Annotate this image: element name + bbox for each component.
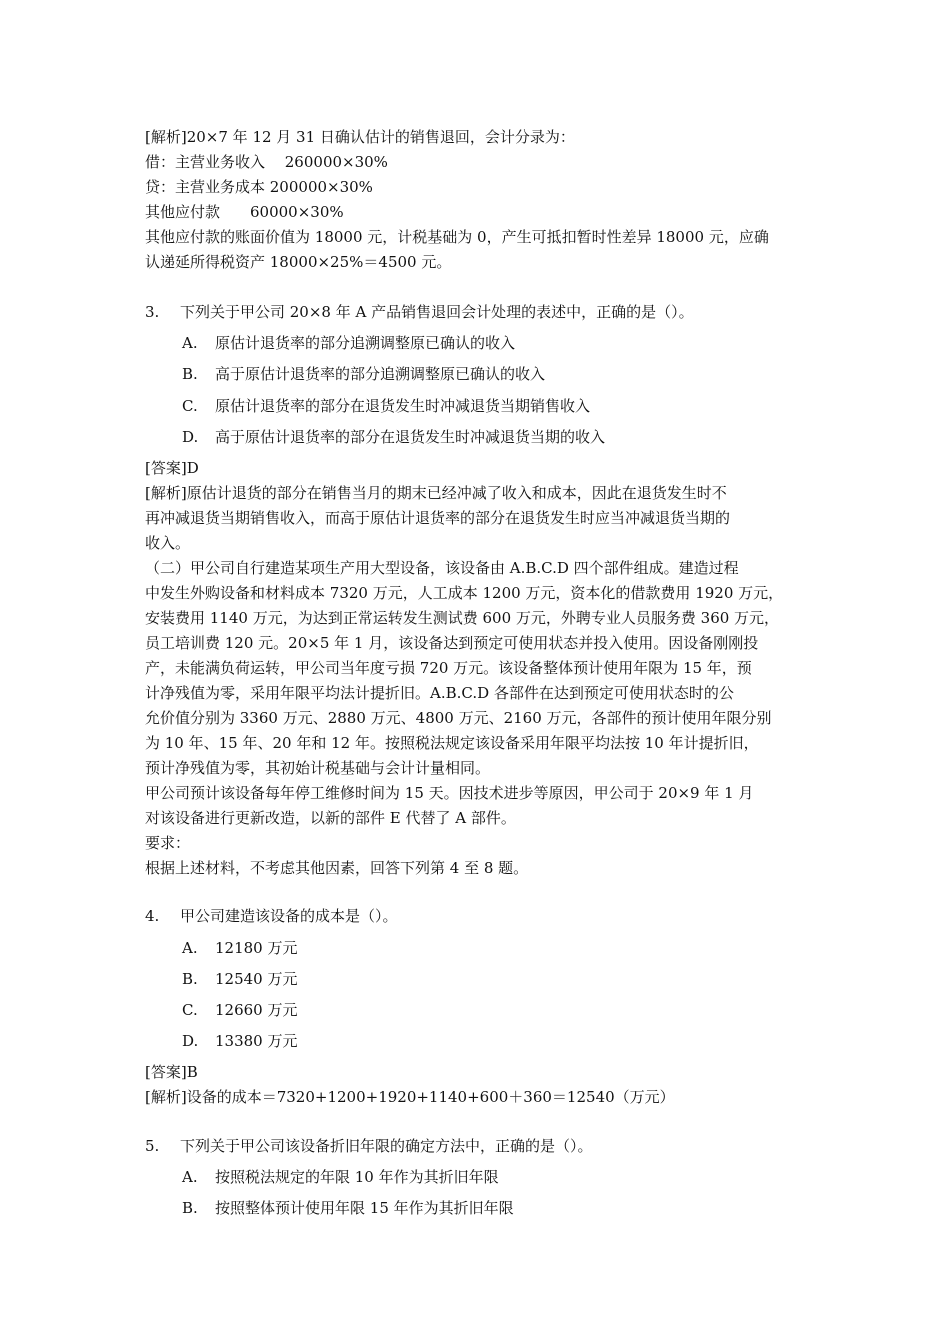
requirement-heading: 要求： <box>145 834 191 852</box>
option-letter: A. <box>182 939 198 957</box>
case-paragraph-line: 为 10 年、15 年、20 年和 12 年。按照税法规定该设备采用年限平均法按 10 年计提折旧， <box>145 734 759 752</box>
option-text: 12540 万元 <box>215 970 298 988</box>
option-letter: B. <box>182 970 198 988</box>
case-paragraph-line: 预计净残值为零，其初始计税基础与会计计量相同。 <box>145 759 491 777</box>
analysis-line: [解析]设备的成本＝7320+1200+1920+1140+600＋360＝12540（万元） <box>145 1088 675 1106</box>
option-text: 原估计退货率的部分在退货发生时冲减退货当期销售收入 <box>215 397 591 415</box>
option-letter: C. <box>182 1001 198 1019</box>
option-text: 按照税法规定的年限 10 年作为其折旧年限 <box>215 1168 499 1186</box>
option-letter: A. <box>182 334 198 352</box>
question-number: 5. <box>145 1137 160 1155</box>
option-text: 12180 万元 <box>215 939 298 957</box>
option-letter: D. <box>182 1032 199 1050</box>
journal-credit-line: 其他应付款 60000×30% <box>145 203 344 221</box>
case-paragraph-line: 产，未能满负荷运转，甲公司当年度亏损 720 万元。该设备整体预计使用年限为 15 年，预 <box>145 659 752 677</box>
case-paragraph-line: 甲公司预计该设备每年停工维修时间为 15 天。因技术进步等原因，甲公司于 20×9 年 1 月 <box>145 784 754 802</box>
case-paragraph-line: 对该设备进行更新改造，以新的部件 E 代替了 A 部件。 <box>145 809 516 827</box>
answer-line: [答案]D <box>145 459 199 477</box>
case-paragraph-line: 员工培训费 120 元。20×5 年 1 月，该设备达到预定可使用状态并投入使用。因设备刚刚投 <box>145 634 759 652</box>
option-text: 高于原估计退货率的部分在退货发生时冲减退货当期的收入 <box>215 428 606 446</box>
option-text: 按照整体预计使用年限 15 年作为其折旧年限 <box>215 1199 514 1217</box>
journal-debit-line: 借：主营业务收入 260000×30% <box>145 153 388 171</box>
case-paragraph-line: 安装费用 1140 万元，为达到正常运转发生测试费 600 万元，外聘专业人员服务费 360 万元， <box>145 609 780 627</box>
analysis-line: [解析]原估计退货的部分在销售当月的期末已经冲减了收入和成本，因此在退货发生时不 <box>145 484 727 502</box>
requirement-text: 根据上述材料，不考虑其他因素，回答下列第 4 至 8 题。 <box>145 859 529 877</box>
option-text: 12660 万元 <box>215 1001 298 1019</box>
case-paragraph-line: 中发生外购设备和材料成本 7320 万元，人工成本 1200 万元，资本化的借款费用 1920 万元， <box>145 584 784 602</box>
question-number: 3. <box>145 303 160 321</box>
question-number: 4. <box>145 907 160 925</box>
option-letter: B. <box>182 1199 198 1217</box>
question-text: 下列关于甲公司该设备折旧年限的确定方法中，正确的是（）。 <box>180 1137 593 1155</box>
case-paragraph-line: 计净残值为零，采用年限平均法计提折旧。A.B.C.D 各部件在达到预定可使用状态时的公 <box>145 684 734 702</box>
option-letter: D. <box>182 428 199 446</box>
case-paragraph-line: 允价值分别为 3360 万元、2880 万元、4800 万元、2160 万元，各部件的预计使用年限分别 <box>145 709 772 727</box>
analysis-line: 再冲减退货当期销售收入，而高于原估计退货率的部分在退货发生时应当冲减退货当期的 <box>145 509 731 527</box>
analysis-line: 其他应付款的账面价值为 18000 元，计税基础为 0，产生可抵扣暂时性差异 18000 元，应确 <box>145 228 769 246</box>
analysis-line: [解析]20×7 年 12 月 31 日确认估计的销售退回，会计分录为： <box>145 128 575 146</box>
question-text: 下列关于甲公司 20×8 年 A 产品销售退回会计处理的表述中，正确的是（）。 <box>180 303 694 321</box>
option-letter: B. <box>182 365 198 383</box>
case-paragraph-line: （二）甲公司自行建造某项生产用大型设备，该设备由 A.B.C.D 四个部件组成。建造过程 <box>145 559 739 577</box>
answer-line: [答案]B <box>145 1063 198 1081</box>
analysis-line: 认递延所得税资产 18000×25%＝4500 元。 <box>145 253 452 271</box>
question-text: 甲公司建造该设备的成本是（）。 <box>180 907 398 925</box>
option-text: 高于原估计退货率的部分追溯调整原已确认的收入 <box>215 365 546 383</box>
option-letter: A. <box>182 1168 198 1186</box>
option-letter: C. <box>182 397 198 415</box>
option-text: 13380 万元 <box>215 1032 298 1050</box>
analysis-line: 收入。 <box>145 534 191 552</box>
journal-credit-line: 贷：主营业务成本 200000×30% <box>145 178 373 196</box>
option-text: 原估计退货率的部分追溯调整原已确认的收入 <box>215 334 516 352</box>
